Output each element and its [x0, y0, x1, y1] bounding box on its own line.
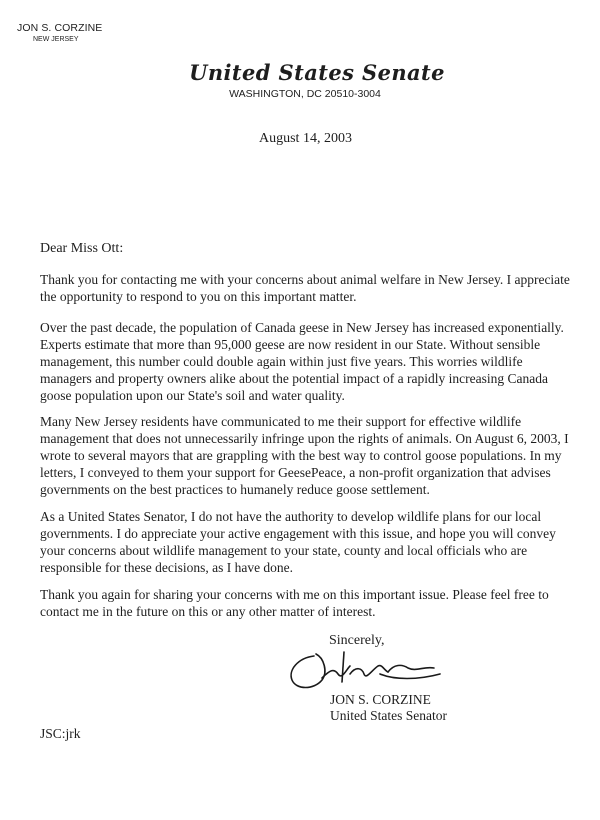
reference-initials: JSC:jrk [40, 726, 81, 741]
letterhead-address: WASHINGTON, DC 20510-3004 [229, 88, 381, 100]
letterhead [0, 61, 600, 101]
paragraph-4: As a United States Senator, I do not have the authority to develop wildlife plans for our local governments. I do appreciate your active engagement with this issue, and hope you will convey your concerns about wildlife management to your state, county and local officials who are responsible for these decisions, as I have done. [40, 509, 556, 575]
signer-name: JON S. CORZINE [330, 692, 431, 707]
letterhead-title: United States Senate [189, 60, 445, 85]
sender-state: NEW JERSEY [33, 36, 79, 43]
paragraph-2: Over the past decade, the population of Canada geese in New Jersey has increased exponentially. Experts estimate that more than 95,000 geese are now resident in our State. Without sensible management, this number could double again within just five years. This worries wildlife managers and property owners alike about the potential impact of a rapidly increasing Canada goose population upon our State's soil and water quality. [40, 320, 564, 403]
paragraph-1: Thank you for contacting me with your concerns about animal welfare in New Jersey. I appreciate the opportunity to respond to you on this important matter. [40, 272, 570, 304]
sender-name: JON S. CORZINE [17, 22, 103, 34]
sender-block [17, 22, 102, 45]
paragraph-5: Thank you again for sharing your concerns with me on this important issue. Please feel free to contact me in the future on this or any other matter of interest. [40, 587, 549, 619]
closing: Sincerely, [329, 633, 385, 648]
salutation: Dear Miss Ott: [40, 241, 124, 256]
paragraph-3: Many New Jersey residents have communicated to me their support for effective wildlife management that does not unnecessarily infringe upon the rights of animals. On August 6, 2003, I wrote to several mayors that are grappling with the best way to control goose populations. In my letters, I conveyed to them your support for GeesePeace, a non-profit organization that advises governments on the best practices to humanely reduce goose settlement. [40, 414, 569, 497]
signer-title: United States Senator [330, 708, 447, 723]
letter-date: August 14, 2003 [259, 131, 352, 146]
